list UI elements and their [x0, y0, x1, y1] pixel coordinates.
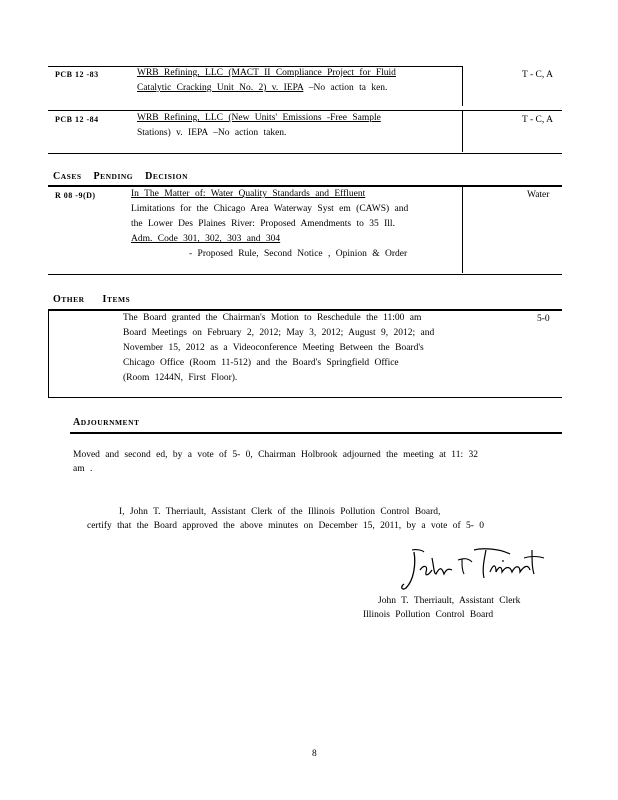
section-heading-other-items: OTHER ITEMS: [53, 294, 131, 305]
case-title-line: Catalytic Cracking Unit No. 2) v. IEPA: [137, 83, 304, 93]
signatory-name-title: John T. Therriault, Assistant Clerk: [378, 596, 521, 606]
case-title-line: Adm. Code 301, 302, 303 and 304: [131, 234, 281, 244]
case-title-line: WRB Refining, LLC (MACT II Compliance Project for Fluid: [137, 68, 396, 78]
other-item-text: The Board granted the Chairman's Motion to Reschedule the 11:00 am Board Meetings on February 2, 2012; May 3, 2012; August 9, 2012; and November 15, 2012 as a Videoconference Meeting Between the Board's Chicago Office (Room 11-512) and the Board's Springfield Office (Room 1244N, First Floor).: [123, 313, 435, 383]
case-action: - Proposed Rule, Second Notice , Opinion & Order: [189, 249, 408, 259]
signatory-organization: Illinois Pollution Control Board: [363, 610, 494, 620]
case-title: [137, 66, 462, 96]
case-docket: PCB 12 -83: [55, 70, 99, 79]
section-heading-cases-pending: CASES PENDING DECISION: [53, 171, 189, 182]
case-action: –No action taken.: [213, 128, 287, 138]
case-docket: PCB 12 -84: [55, 115, 99, 124]
case-title: [131, 187, 447, 262]
case-vote: T - C, A: [522, 115, 553, 125]
case-title-line: In The Matter of: Water Quality Standards and Effluent: [131, 189, 366, 199]
signature-image: [398, 544, 548, 594]
case-action: –No action ta ken.: [308, 83, 388, 93]
case-title: [137, 111, 462, 141]
case-title-line: WRB Refining, LLC (New Units' Emissions -Free Sample: [137, 113, 381, 123]
case-title-line: the Lower Des Plaines River: Proposed Amendments to 35 Ill.: [131, 219, 395, 229]
section-heading-adjournment: ADJOURNMENT: [73, 417, 140, 428]
case-vote: T - C, A: [522, 70, 553, 80]
adjournment-text: Moved and second ed, by a vote of 5- 0, Chairman Holbrook adjourned the meeting at 11: 32 am .: [73, 450, 478, 474]
case-vote: Water: [527, 190, 550, 200]
certification-text: I, John T. Therriault, Assistant Clerk of the Illinois Pollution Control Board, certify that the Board approved the above minutes on December 15, 2011, by a vote of 5- 0: [87, 507, 485, 531]
case-title-line: Limitations for the Chicago Area Waterway Syst em (CAWS) and: [131, 204, 409, 214]
case-docket: R 08 -9(D): [55, 191, 96, 200]
page-number: 8: [312, 749, 317, 759]
other-item-vote: 5-0: [537, 314, 550, 324]
case-title-line: Stations) v. IEPA: [137, 128, 208, 138]
